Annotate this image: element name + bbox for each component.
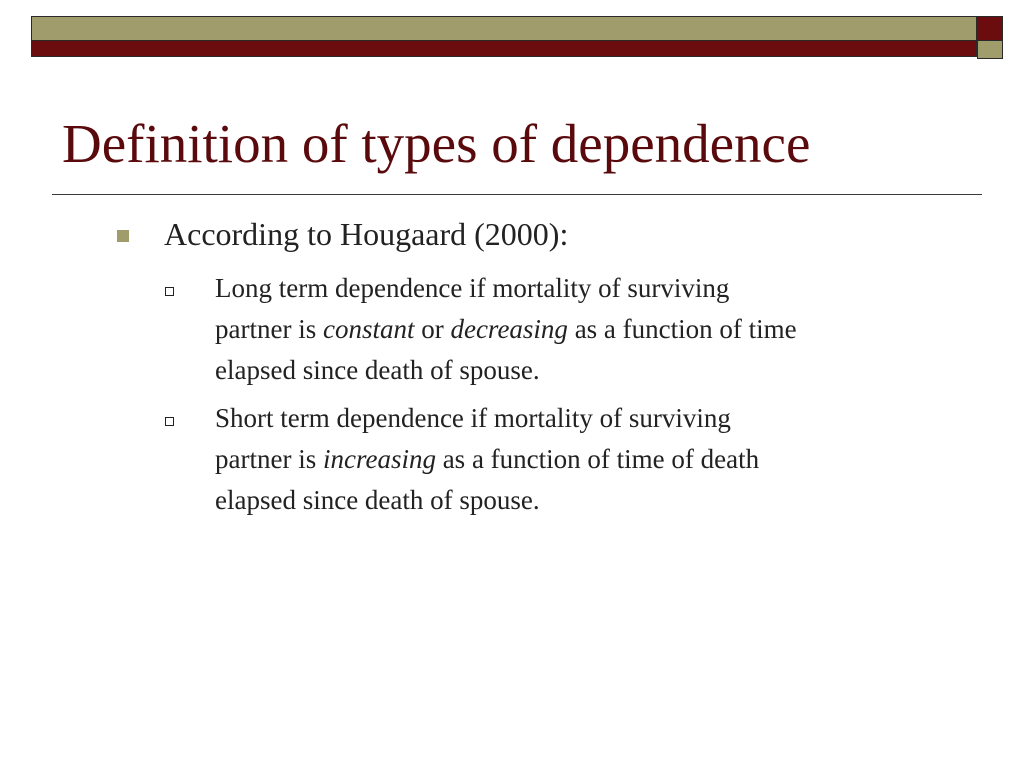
bullet-text: According to Hougaard (2000):: [164, 216, 569, 252]
header-olive-bar: [31, 16, 977, 41]
subbullet-line: Short term dependence if mortality of surviving: [215, 403, 731, 433]
subbullet-line: Long term dependence if mortality of surviving: [215, 273, 730, 303]
slide-title: Definition of types of dependence: [62, 113, 811, 174]
subbullet-text-segment: as a function of time: [567, 314, 797, 344]
square-bullet-icon: [117, 230, 129, 242]
title-divider: [52, 194, 982, 195]
subbullet-text-segment: or: [414, 314, 451, 344]
hollow-square-bullet-icon: [165, 417, 174, 426]
subbullet-text: [215, 398, 965, 521]
header-olive-square: [977, 40, 1003, 59]
emphasis-constant: constant: [322, 314, 415, 344]
subbullet-short-term: [165, 398, 965, 521]
subbullet-long-term: [165, 268, 965, 391]
subbullet-text-segment: partner is: [215, 444, 323, 474]
header-red-bar: [31, 40, 977, 57]
header-red-square: [977, 16, 1003, 41]
hollow-square-bullet-icon: [165, 287, 174, 296]
subbullet-text-segment: partner is: [215, 314, 323, 344]
subbullet-line: elapsed since death of spouse.: [215, 485, 540, 515]
subbullet-text: [215, 268, 965, 391]
subbullet-line: elapsed since death of spouse.: [215, 355, 540, 385]
emphasis-decreasing: decreasing: [450, 314, 568, 344]
subbullet-text-segment: as a function of time of death: [435, 444, 760, 474]
bullet-item: [117, 216, 568, 253]
emphasis-increasing: increasing: [322, 444, 436, 474]
